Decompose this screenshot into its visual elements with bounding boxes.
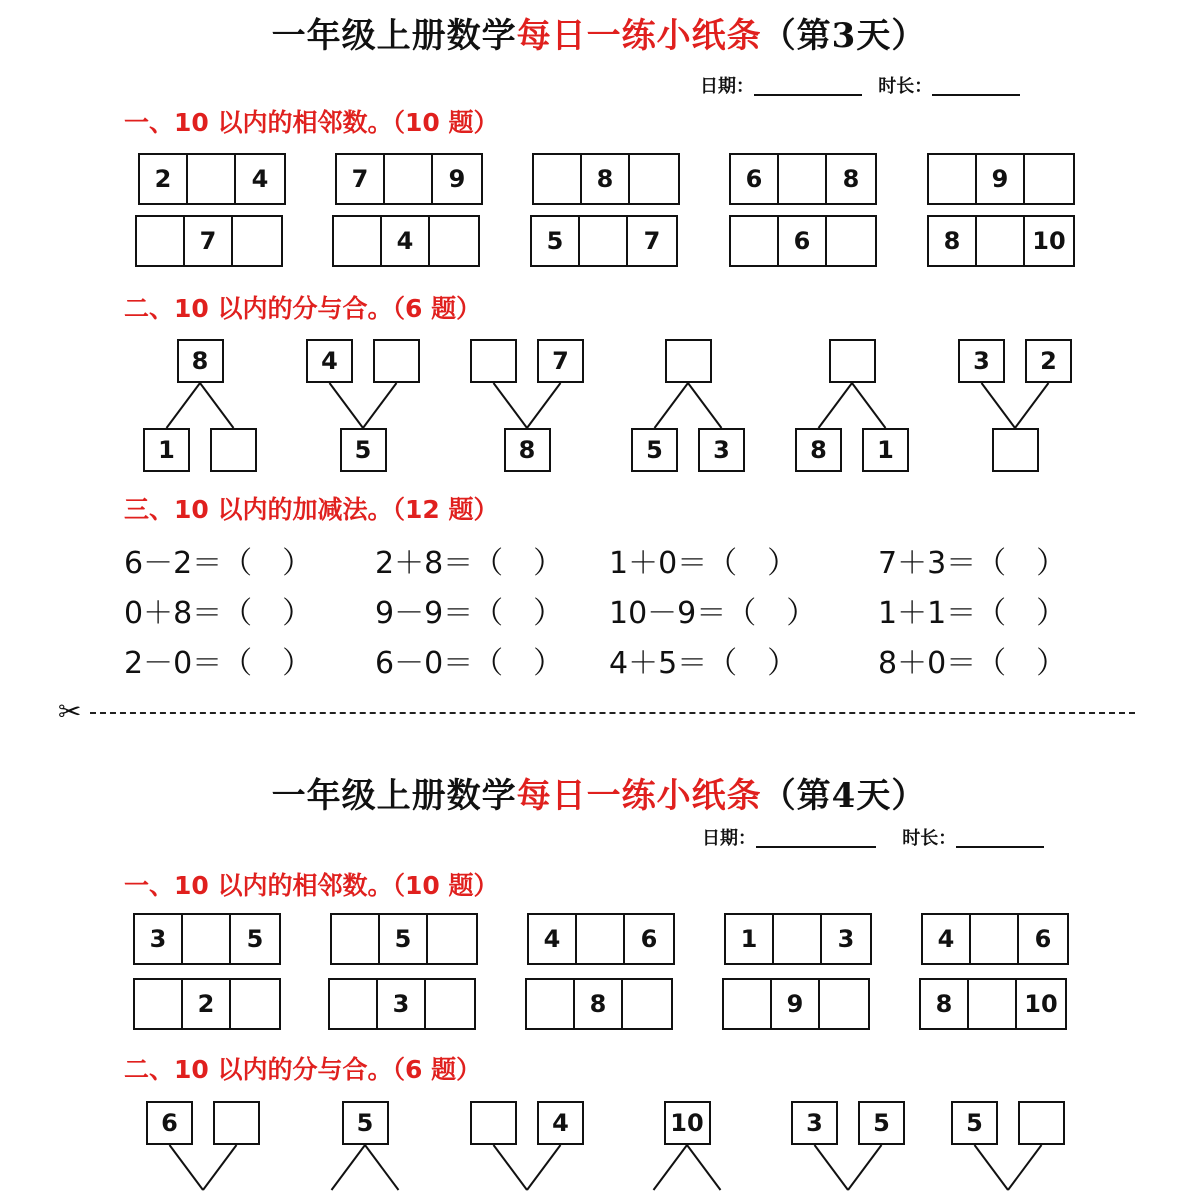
number-box: 8	[795, 428, 842, 472]
section-arith-day3: 三、10 以内的加减法。（12 题）	[124, 495, 499, 524]
number-cell: 3	[135, 915, 183, 963]
number-box: 4	[306, 339, 353, 383]
connector-line	[819, 383, 853, 428]
connector-line	[330, 383, 364, 428]
number-cell: 10	[1024, 990, 1058, 1018]
connector-line	[363, 383, 397, 428]
equation[interactable]: 6－0＝（ ）	[375, 646, 564, 681]
number-cell: 2	[140, 155, 188, 203]
number-cell: 3	[837, 925, 855, 953]
connector-line	[654, 1145, 688, 1190]
number-box: 7	[537, 339, 584, 383]
connector-line	[203, 1145, 237, 1190]
number-box: 6	[146, 1101, 193, 1145]
connector-line	[332, 1145, 366, 1190]
equation[interactable]: 1＋0＝（ ）	[609, 546, 798, 581]
number-cell: 9	[977, 155, 1025, 203]
number-box: 3	[791, 1101, 838, 1145]
date-label: 日期：	[702, 828, 756, 849]
equation[interactable]: 7＋3＝（ ）	[878, 546, 1067, 581]
connector-line	[687, 1145, 721, 1190]
scissors-icon: ✂	[58, 695, 82, 728]
connector-line	[1015, 383, 1049, 428]
section-adjacent-day3: 一、10 以内的相邻数。（10 题）	[124, 108, 499, 137]
number-cell: 10	[1032, 227, 1066, 255]
number-cell: 7	[643, 227, 661, 255]
number-cell: 5	[532, 217, 580, 265]
equation[interactable]: 9－9＝（ ）	[375, 596, 564, 631]
number-cell: 4	[529, 915, 577, 963]
number-box: 3	[958, 339, 1005, 383]
connector-line	[688, 383, 722, 428]
equation[interactable]: 10－9＝（ ）	[609, 596, 817, 631]
connector-line	[494, 383, 528, 428]
number-box: 4	[537, 1101, 584, 1145]
number-cell: 8	[582, 155, 630, 203]
number-cell: 6	[731, 155, 779, 203]
connector-line	[975, 1145, 1009, 1190]
section-split-day3: 二、10 以内的分与合。（6 题）	[124, 294, 482, 323]
connector-line	[365, 1145, 399, 1190]
number-cell: 5	[246, 925, 264, 953]
title-part-b: 每日一练小纸条	[516, 16, 762, 56]
number-box: 2	[1025, 339, 1072, 383]
title-part-a: 一年级上册数学	[271, 776, 517, 816]
date-label: 日期：	[700, 76, 754, 97]
number-box: 5	[631, 428, 678, 472]
equation[interactable]: 1＋1＝（ ）	[878, 596, 1067, 631]
number-cell: 2	[183, 980, 231, 1028]
title-part-b: 每日一练小纸条	[516, 776, 762, 816]
number-box: 5	[340, 428, 387, 472]
number-cell: 7	[185, 217, 233, 265]
title-part-c: （第4天）	[761, 776, 927, 816]
connector-line	[848, 1145, 882, 1190]
number-box: 8	[177, 339, 224, 383]
section-split-day4: 二、10 以内的分与合。（6 题）	[124, 1055, 482, 1084]
connector-line	[655, 383, 689, 428]
connector-line	[527, 1145, 561, 1190]
number-box: 5	[342, 1101, 389, 1145]
number-cell: 5	[380, 915, 428, 963]
duration-label: 时长：	[878, 76, 933, 97]
equation[interactable]: 6－2＝（ ）	[124, 546, 313, 581]
number-box: 5	[951, 1101, 998, 1145]
section-adjacent-day4: 一、10 以内的相邻数。（10 题）	[124, 871, 499, 900]
number-cell: 9	[448, 165, 466, 193]
number-cell: 8	[929, 217, 977, 265]
number-cell: 4	[382, 217, 430, 265]
equation[interactable]: 2＋8＝（ ）	[375, 546, 564, 581]
number-box: 1	[862, 428, 909, 472]
number-cell: 8	[575, 980, 623, 1028]
connector-line	[527, 383, 561, 428]
number-box: 8	[504, 428, 551, 472]
connector-line	[167, 383, 201, 428]
connector-line	[200, 383, 234, 428]
number-cell: 7	[337, 155, 385, 203]
number-box: 3	[698, 428, 745, 472]
connector-line	[170, 1145, 204, 1190]
number-box: 1	[143, 428, 190, 472]
number-cell: 6	[640, 925, 658, 953]
equation[interactable]: 2－0＝（ ）	[124, 646, 313, 681]
connector-line	[982, 383, 1016, 428]
equation[interactable]: 8＋0＝（ ）	[878, 646, 1067, 681]
number-cell: 9	[772, 980, 820, 1028]
number-cell: 1	[726, 915, 774, 963]
duration-label: 时长：	[902, 828, 957, 849]
number-cell: 6	[779, 217, 827, 265]
connector-line	[494, 1145, 528, 1190]
connector-line	[815, 1145, 849, 1190]
number-cell: 6	[1034, 925, 1052, 953]
number-cell: 4	[923, 915, 971, 963]
connector-line	[852, 383, 886, 428]
connector-line	[1008, 1145, 1042, 1190]
equation[interactable]: 0＋8＝（ ）	[124, 596, 313, 631]
number-cell: 8	[842, 165, 860, 193]
number-cell: 4	[251, 165, 269, 193]
number-cell: 3	[378, 980, 426, 1028]
number-cell: 8	[921, 980, 969, 1028]
number-box: 5	[858, 1101, 905, 1145]
number-box: 10	[664, 1101, 711, 1145]
title-part-a: 一年级上册数学	[271, 16, 517, 56]
title-part-c: （第3天）	[761, 16, 927, 56]
equation[interactable]: 4＋5＝（ ）	[609, 646, 798, 681]
